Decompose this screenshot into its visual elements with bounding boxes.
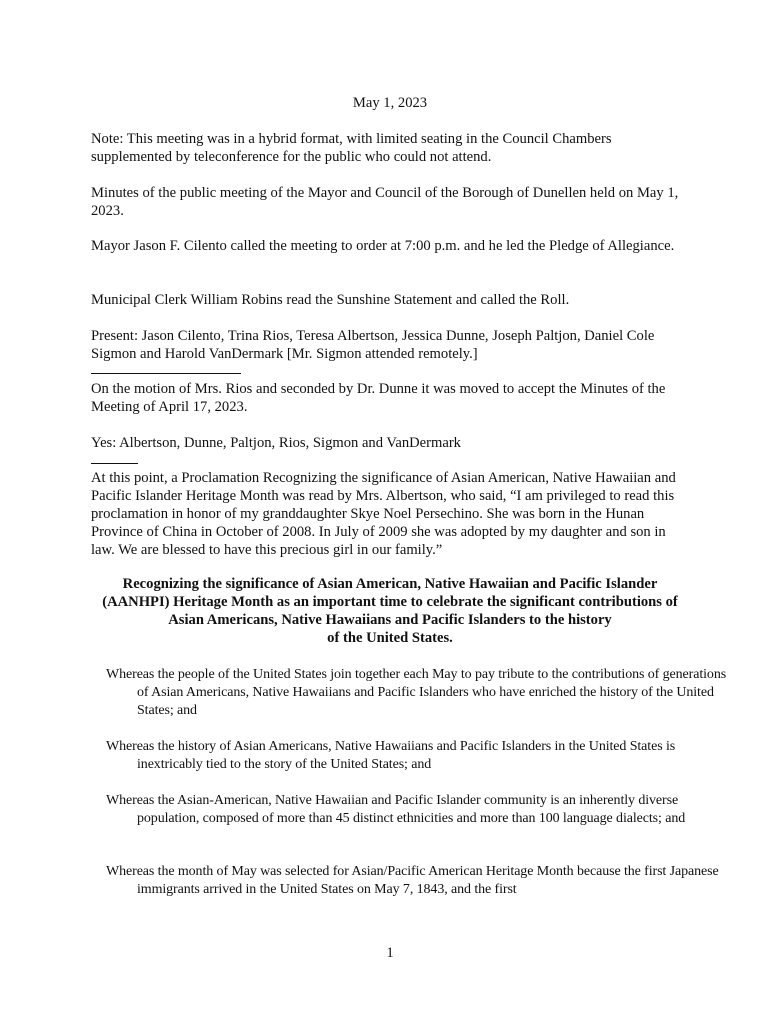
separator-rule <box>91 373 241 374</box>
heading-line: of the United States. <box>327 630 453 646</box>
whereas-clause: Whereas the month of May was selected for Asian/Pacific American Heritage Month because the first Japanese immigrants arrived in the United States on May 7, 1843, and the first <box>106 864 719 897</box>
note-paragraph: Note: This meeting was in a hybrid format, with limited seating in the Council Chambers supplemented by teleconference for the public who could not attend. <box>91 131 612 165</box>
motion-paragraph: On the motion of Mrs. Rios and seconded by Dr. Dunne it was moved to accept the Minutes of the Meeting of April 17, 2023. <box>91 381 666 415</box>
page-number: 1 <box>386 945 394 961</box>
proclamation-intro-paragraph: At this point, a Proclamation Recognizing the significance of Asian American, Native Hawaiian and Pacific Islander Heritage Month was read by Mrs. Albertson, who said, “I am privileged to read this proclamation in honor of my granddaughter Skye Noel Persechino. She was born in the Hunan Province of China in October of 2008. In July of 2009 she was adopted by my daughter and son in law. We are blessed to have this precious girl in our family.” <box>91 470 676 558</box>
separator-rule <box>91 463 138 464</box>
whereas-clause: Whereas the history of Asian Americans, Native Hawaiians and Pacific Islanders in the United States is inextricably tied to the story of the United States; and <box>106 739 676 772</box>
whereas-clause: Whereas the Asian-American, Native Hawaiian and Pacific Islander community is an inherently diverse population, composed of more than 45 distinct ethnicities and more than 100 language dialects; and <box>106 793 686 826</box>
clerk-paragraph: Municipal Clerk William Robins read the Sunshine Statement and called the Roll. <box>91 292 570 308</box>
heading-line: Recognizing the significance of Asian American, Native Hawaiian and Pacific Islander <box>122 576 658 592</box>
heading-line: (AANHPI) Heritage Month as an important time to celebrate the significant contributions of <box>102 594 678 610</box>
heading-line: Asian Americans, Native Hawaiians and Pacific Islanders to the history <box>168 612 612 628</box>
mayor-paragraph: Mayor Jason F. Cilento called the meeting to order at 7:00 p.m. and he led the Pledge of Allegiance. <box>91 238 675 254</box>
yes-vote-paragraph: Yes: Albertson, Dunne, Paltjon, Rios, Sigmon and VanDermark <box>91 435 461 451</box>
minutes-paragraph: Minutes of the public meeting of the Mayor and Council of the Borough of Dunellen held on May 1, 2023. <box>91 185 679 219</box>
whereas-clause: Whereas the people of the United States join together each May to pay tribute to the contributions of generations of Asian Americans, Native Hawaiians and Pacific Islanders who have enriched the history of the United States; and <box>106 667 727 718</box>
proclamation-heading <box>80 575 700 647</box>
present-paragraph: Present: Jason Cilento, Trina Rios, Teresa Albertson, Jessica Dunne, Joseph Paltjon, Daniel Cole Sigmon and Harold VanDermark [Mr. Sigmon attended remotely.] <box>91 328 655 362</box>
meeting-date: May 1, 2023 <box>352 95 428 111</box>
